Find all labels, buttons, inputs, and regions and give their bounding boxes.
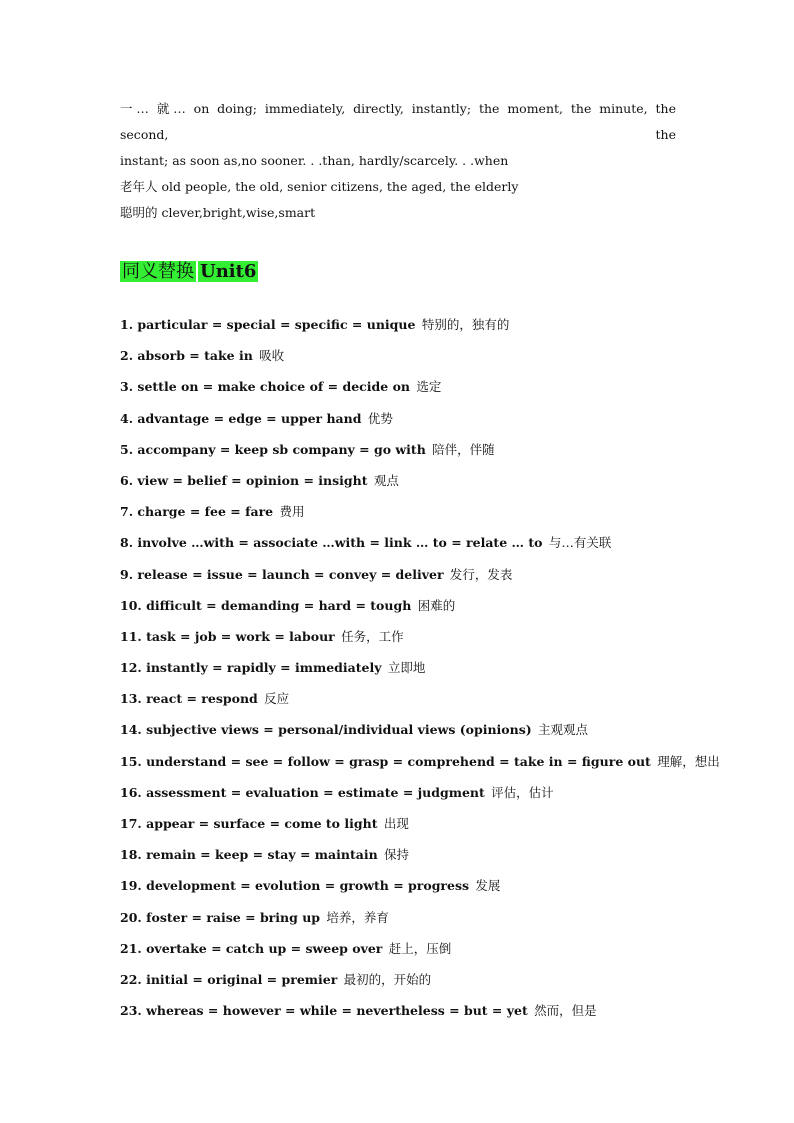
list-item: [120, 407, 680, 438]
item-chinese: 费用: [279, 504, 305, 520]
item-chinese: 选定: [416, 379, 442, 395]
item-english: 21. overtake = catch up = sweep over: [120, 940, 383, 956]
item-english: 17. appear = surface = come to light: [120, 816, 378, 831]
item-chinese: 然而，但是: [534, 1003, 597, 1019]
item-chinese: 评估，估计: [491, 784, 554, 800]
item-english: 7. charge = fee = fare: [120, 504, 274, 520]
item-english: 3. settle on = make choice of = decide on: [120, 379, 411, 395]
item-english: 6. view = belief = opinion = insight: [120, 472, 368, 488]
item-english: 12. instantly = rapidly = immediately: [120, 660, 382, 676]
item-chinese: 立即地: [387, 660, 426, 676]
intro-line-2: instant; as soon as,no sooner. . .than, hardly/scarcely. . .when: [120, 153, 509, 168]
item-english: 2. absorb = take in: [120, 348, 253, 364]
intro-line-4: 聪明的 clever,bright,wise,smart: [120, 205, 316, 220]
item-chinese: 保持: [384, 847, 410, 863]
item-chinese: 优势: [367, 410, 393, 426]
item-chinese: 任务，工作: [341, 628, 404, 644]
list-item: [120, 656, 680, 687]
intro-block: [120, 96, 676, 226]
item-chinese: 发展: [475, 878, 501, 894]
section-title-cn: 同义替换: [122, 261, 194, 282]
item-english: 22. initial = original = premier: [120, 971, 338, 987]
item-chinese: 反应: [264, 691, 290, 707]
item-chinese: 观点: [373, 472, 399, 488]
list-item: [120, 812, 680, 843]
item-english: 4. advantage = edge = upper hand: [120, 410, 362, 426]
list-item: [120, 375, 680, 406]
item-chinese: 吸收: [259, 348, 285, 364]
section-title-unit: Unit6: [200, 261, 257, 282]
item-chinese: 与…有关联: [548, 535, 612, 551]
item-chinese: 特别的，独有的: [421, 317, 510, 332]
item-english: 1. particular = special = specific = unique: [120, 317, 416, 332]
list-item: [120, 906, 680, 937]
item-chinese: 赶上，压倒: [388, 940, 452, 956]
list-item: [120, 750, 720, 781]
item-english: 20. foster = raise = bring up: [120, 909, 321, 925]
list-item: [120, 594, 680, 625]
item-english: 9. release = issue = launch = convey = deliver: [120, 566, 444, 582]
item-english: 8. involve …with = associate …with = link … to = relate … to: [120, 535, 543, 551]
item-english: 19. development = evolution = growth = progress: [120, 878, 470, 894]
item-chinese: 主观观点: [538, 722, 589, 738]
item-chinese: 培养，养育: [326, 909, 389, 925]
item-english: 23. whereas = however = while = nevertheless = but = yet: [120, 1003, 528, 1019]
item-english: 15. understand = see = follow = grasp = comprehend = take in = figure out: [120, 753, 651, 769]
intro-line-3: 老年人 old people, the old, senior citizens, the aged, the elderly: [120, 179, 519, 194]
list-item: [120, 469, 680, 500]
item-english: 14. subjective views = personal/individual views (opinions): [120, 722, 532, 738]
list-item: [120, 500, 680, 531]
list-item: [120, 531, 680, 562]
list-item: [120, 344, 680, 375]
item-english: 18. remain = keep = stay = maintain: [120, 847, 378, 863]
list-item: [120, 968, 680, 999]
list-item: [120, 874, 680, 905]
intro-line-1: 一… 就… on doing; immediately, directly, instantly; the moment, the minute, the second, the: [120, 101, 676, 142]
item-english: 11. task = job = work = labour: [120, 628, 335, 644]
list-item: [120, 843, 680, 874]
list-item: [120, 625, 680, 656]
list-item: [120, 563, 680, 594]
item-english: 10. difficult = demanding = hard = tough: [120, 597, 412, 613]
synonym-list: [120, 313, 720, 1030]
item-english: 13. react = respond: [120, 691, 258, 707]
item-chinese: 陪伴，伴随: [432, 441, 495, 457]
list-item: [120, 313, 680, 344]
item-chinese: 最初的，开始的: [343, 971, 432, 987]
item-chinese: 困难的: [417, 597, 456, 613]
item-chinese: 理解，想出: [657, 753, 720, 769]
list-item: [120, 937, 680, 968]
item-chinese: 出现: [383, 816, 409, 831]
item-english: 16. assessment = evaluation = estimate = judgment: [120, 784, 485, 800]
list-item: [120, 687, 680, 718]
item-english: 5. accompany = keep sb company = go with: [120, 441, 426, 457]
list-item: [120, 438, 680, 469]
list-item: [120, 781, 680, 812]
item-chinese: 发行，发表: [449, 566, 513, 582]
list-item: [120, 999, 680, 1030]
section-heading: [120, 260, 258, 284]
list-item: [120, 718, 680, 749]
